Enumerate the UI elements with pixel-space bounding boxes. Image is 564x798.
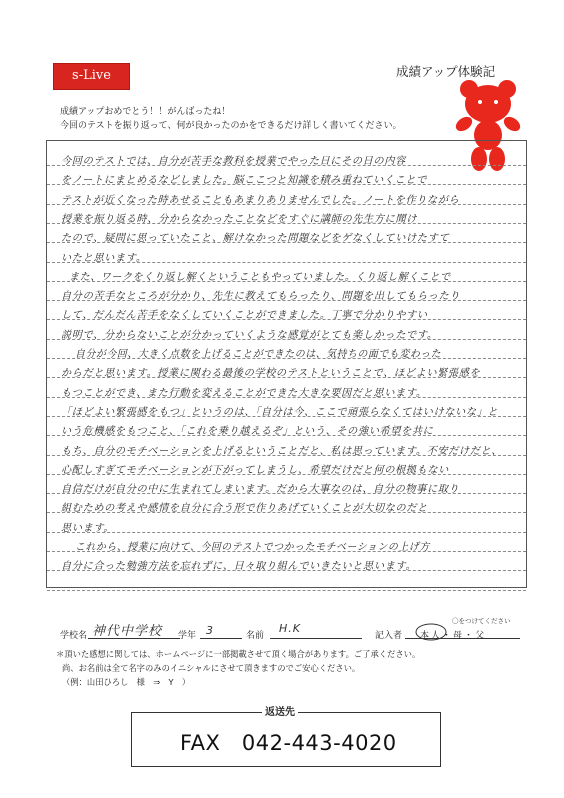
selected-writer-circle-icon <box>414 622 448 642</box>
essay-line: 自分に合った勉強方法を忘れずに、日々取り組んでいきたいと思います。 <box>61 561 417 573</box>
essay-line: 組むための考えや感情を自分に合う形で作りあげていくことが大切なのだと <box>61 503 428 515</box>
note-line-3: （例：山田ひろし 様 ⇒ Y ） <box>62 677 191 687</box>
name-label: 名前 <box>246 631 265 641</box>
intro-line-1: 成績アップおめでとう！！がんばったね！ <box>60 107 231 117</box>
note-line-2: 尚、お名前は全て名字のみのイニシャルにさせて頂きますのでご安心ください。 <box>62 663 361 673</box>
essay-line: 「ほどよい緊張感をもつ」というのは、「自分は今、ここで頑張らなくてはいけないな」と <box>61 406 499 418</box>
school-name-value: 神代中学校 <box>92 624 163 639</box>
writer-separator: ・ <box>464 631 476 641</box>
writer-option-self[interactable]: 本人 <box>420 631 443 641</box>
intro-line-2: 今回のテストを振り返って、何が良かったのかをできるだけ詳しく書いてください。 <box>60 121 402 131</box>
essay-line: これから、授業に向けて、今回のテストでつかったモチベーションの上げ方 <box>75 542 430 553</box>
essay-line: たので、疑問に思っていたこと、解けなかった問題などをゲなくしていけたすて <box>61 233 450 245</box>
name-value: H.K <box>279 622 301 635</box>
name-underline <box>270 638 362 639</box>
essay-line: もつことができ、また行動を変えることができた大きな要因だと思います。 <box>61 387 427 399</box>
essay-line: テストが近くなった時あせることもあまりありませんでした。ノートを作りながら <box>61 194 460 206</box>
essay-writing-box <box>46 140 527 588</box>
essay-line: 自分の苦手なところが分かり、先生に教えてもらったり、問題を出してもらったり <box>61 291 461 303</box>
ruled-line <box>47 590 526 591</box>
brand-logo <box>53 63 130 90</box>
essay-line: 説明で、分からないことが分かっていくような感覚がとても楽しかったです。 <box>61 329 438 341</box>
brand-logo-text: s-Live <box>72 68 111 83</box>
writer-option-father[interactable]: 父 <box>475 631 487 641</box>
page-title: 成績アップ体験記 <box>396 64 496 79</box>
note-line-1: ＊頂いた感想に関しては、ホームページに一部掲載させて頂く場合があります。ご了承ください。 <box>56 649 421 659</box>
writer-separator: ・ <box>442 631 454 641</box>
essay-line: また、ワークをくり返し解くということもやっていました。くり返し解くことで <box>69 271 451 283</box>
grade-value: 3 <box>206 624 214 637</box>
essay-line: いう危機感をもつこと、「これを乗り越えるぞ」という、その強い希望を共に <box>61 426 434 438</box>
essay-line: 自信だけが自分の中に生まれてしまいます。だから大事なのは、自分の物事に取り <box>61 484 460 496</box>
writer-label: 記入者 <box>375 631 403 641</box>
essay-line: 心配しすぎてモチベーションが下がってしまうし、希望だけだと何の根拠もない <box>61 464 449 476</box>
essay-line: 自分が今回、大きく点数を上げることができたのは、気持ちの面でも変わった <box>75 349 442 360</box>
grade-underline <box>200 638 242 639</box>
essay-line: 授業を振り返る時、分からなかったことなどをすぐに講師の先生方に聞け <box>61 213 417 225</box>
essay-line: 今回のテストでは、自分が苦手な教科を授業でやった日にその日の内容 <box>61 156 406 167</box>
essay-line: 思います。 <box>61 522 115 534</box>
essay-line: いたと思います。 <box>61 252 147 264</box>
fax-number: FAX 042-443-4020 <box>180 731 397 755</box>
return-address-label: 返送先 <box>262 703 298 718</box>
essay-line: からだと思います。授業に関わる最後の学校のテストということで、ほどよい緊張感を <box>61 368 481 380</box>
essay-line: して、だんだん苦手をなくしていくことができました。丁寧で分かりやすい <box>61 310 428 322</box>
essay-line: もち、自分のモチベーションを上げるということだと、私は思っています。不安だけだと、 <box>61 445 503 457</box>
writer-option-mother[interactable]: 母 <box>453 631 465 641</box>
essay-line: をノートにまとめるなどしました。脳ここつと知識を積み重ねていくことで <box>61 175 428 187</box>
circle-hint: 〇をつけてください <box>452 617 511 625</box>
school-label: 学校名 <box>60 631 88 641</box>
grade-label: 学年 <box>178 631 197 641</box>
